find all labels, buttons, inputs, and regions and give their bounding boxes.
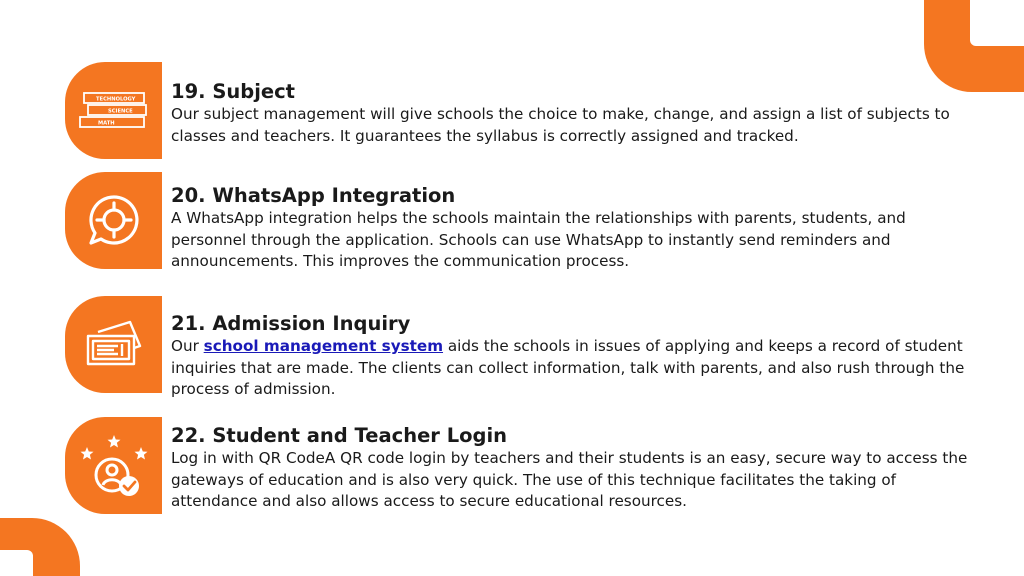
subject-section bbox=[171, 80, 971, 147]
subject-description: Our subject management will give schools the choice to make, change, and assign a list of subjects to classes and teachers. It guarantees the syllabus is correctly assigned and tracked. bbox=[171, 105, 950, 145]
whatsapp-title: 20. WhatsApp Integration bbox=[171, 184, 456, 207]
ticket-icon bbox=[84, 320, 144, 370]
books-icon bbox=[78, 91, 150, 131]
admission-text-start: Our bbox=[171, 337, 204, 355]
corner-decoration-top-cutout bbox=[970, 0, 1024, 46]
login-title: 22. Student and Teacher Login bbox=[171, 424, 508, 447]
book-label-science: SCIENCE bbox=[107, 108, 133, 114]
corner-decoration-bottom-cutout bbox=[0, 550, 33, 576]
book-label-technology: TECHNOLOGY bbox=[95, 96, 135, 102]
login-description: Log in with QR CodeA QR code login by teachers and their students is an easy, secure way to access the gateways of education and is also very quick. The use of this technique facilitates the taking of attendance and also allows access to secure educational resources. bbox=[171, 449, 968, 510]
subject-icon-tile bbox=[65, 62, 162, 159]
user-check-icon bbox=[79, 433, 149, 499]
login-icon-tile bbox=[65, 417, 162, 514]
whatsapp-description: A WhatsApp integration helps the schools maintain the relationships with parents, students, and personnel through the application. Schools can use WhatsApp to instantly send reminders and announcements. This improves the communication process. bbox=[171, 209, 906, 270]
whatsapp-section bbox=[171, 184, 971, 273]
subject-title: 19. Subject bbox=[171, 80, 296, 103]
admission-title: 21. Admission Inquiry bbox=[171, 312, 411, 335]
admission-text-end: aids the schools in issues of applying and keeps a record of student inquiries that are made. The clients can collect information, talk with parents, and also rush through the process of admission. bbox=[171, 337, 965, 398]
admission-icon-tile bbox=[65, 296, 162, 393]
book-label-math: MATH bbox=[97, 120, 115, 126]
whatsapp-icon-tile bbox=[65, 172, 162, 269]
admission-description bbox=[171, 336, 971, 401]
admission-section bbox=[171, 312, 971, 401]
school-management-system-link[interactable]: school management system bbox=[203, 337, 444, 355]
chat-bubble-icon bbox=[86, 193, 142, 249]
login-section bbox=[171, 424, 971, 513]
